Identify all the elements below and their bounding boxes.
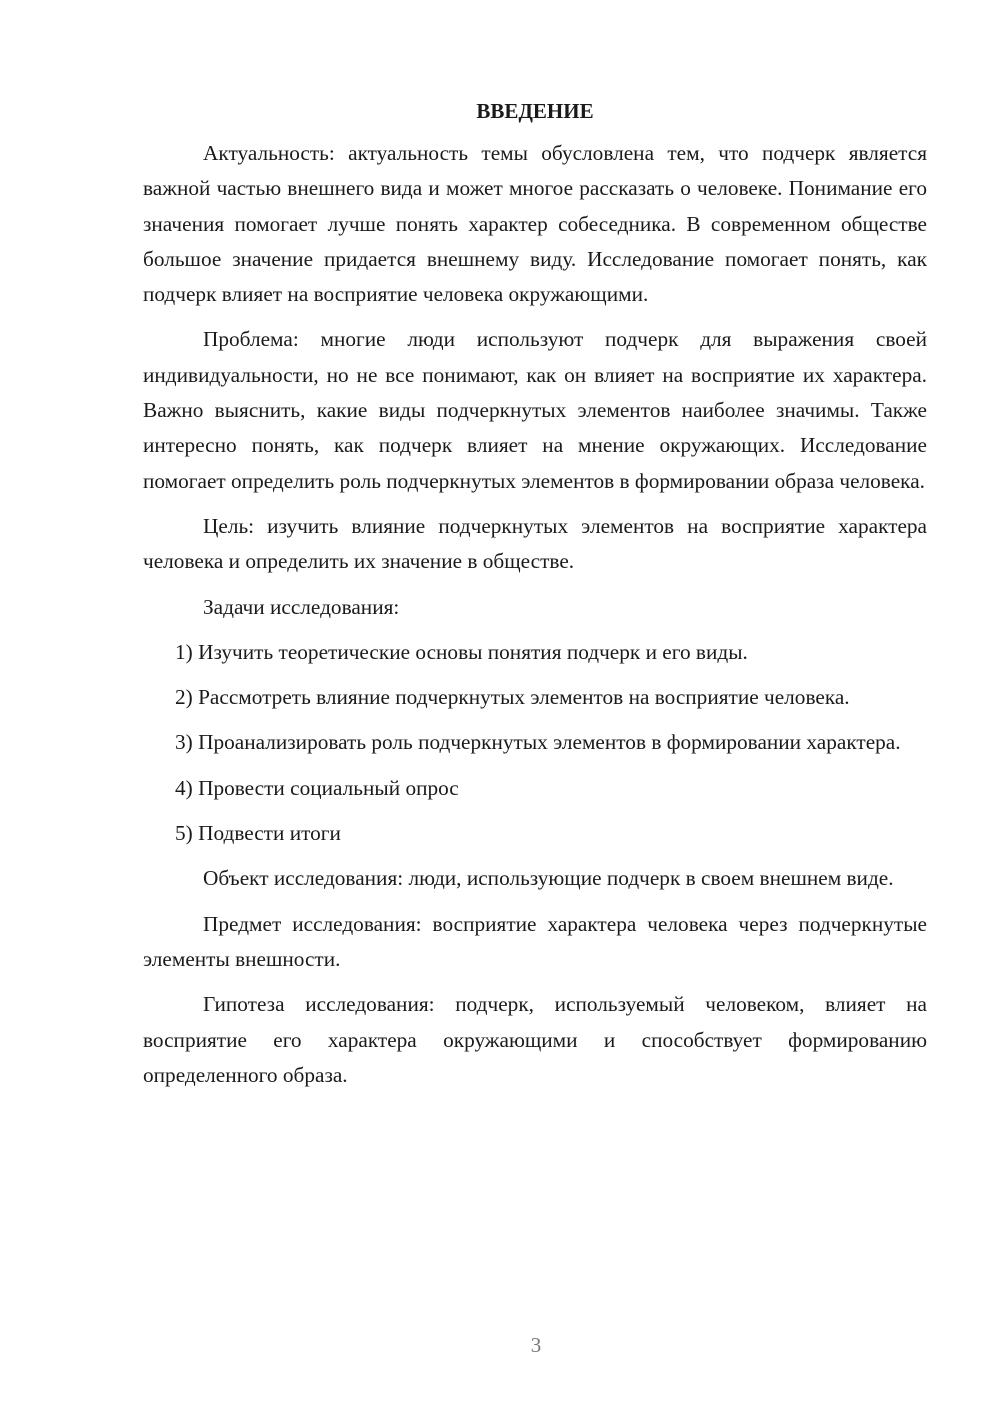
page-title: ВВЕДЕНИЕ [476, 99, 594, 123]
task-item: 5) Подвести итоги [175, 821, 341, 846]
page-number: 3 [530, 1333, 542, 1357]
paragraph-hypothesis: Гипотеза исследования: подчерк, используемый человеком, влияет на восприятие его характера окружающими и способствует формированию определенного образа. [143, 992, 927, 1087]
task-item: 1) Изучить теоретические основы понятия подчерк и его виды. [175, 639, 748, 664]
task-item: 3) Проанализировать роль подчеркнутых элементов в формировании характера. [175, 730, 901, 755]
paragraph-relevance: Актуальность: актуальность темы обусловлена тем, что подчерк является важной частью внешнего вида и может многое рассказать о человеке. Понимание его значения помогает лучше понять характер собеседника. В современном обществе большое значение придается внешнему виду. Исследование помогает понять, как подчерк влияет на восприятие человека окружающими. [143, 141, 927, 307]
paragraph-object: Объект исследования: люди, использующие подчерк в своем внешнем виде. [203, 866, 894, 891]
task-item: 2) Рассмотреть влияние подчеркнутых элементов на восприятие человека. [175, 685, 850, 710]
document-body [143, 96, 927, 1103]
paragraph-problem: Проблема: многие люди используют подчерк для выражения своей индивидуальности, но не все понимают, как он влияет на восприятие их характера. Важно выяснить, какие виды подчеркнутых элементов наиболее значимы. Также интересно понять, как подчерк влияет на мнение окружающих. Исследование помогает определить роль подчеркнутых элементов в формировании образа человека. [143, 327, 927, 493]
paragraph-tasks-heading: Задачи исследования: [203, 594, 400, 619]
task-item: 4) Провести социальный опрос [175, 775, 459, 800]
paragraph-goal: Цель: изучить влияние подчеркнутых элементов на восприятие характера человека и определить их значение в обществе. [143, 513, 927, 574]
paragraph-subject: Предмет исследования: восприятие характера человека через подчеркнутые элементы внешности. [143, 911, 927, 971]
